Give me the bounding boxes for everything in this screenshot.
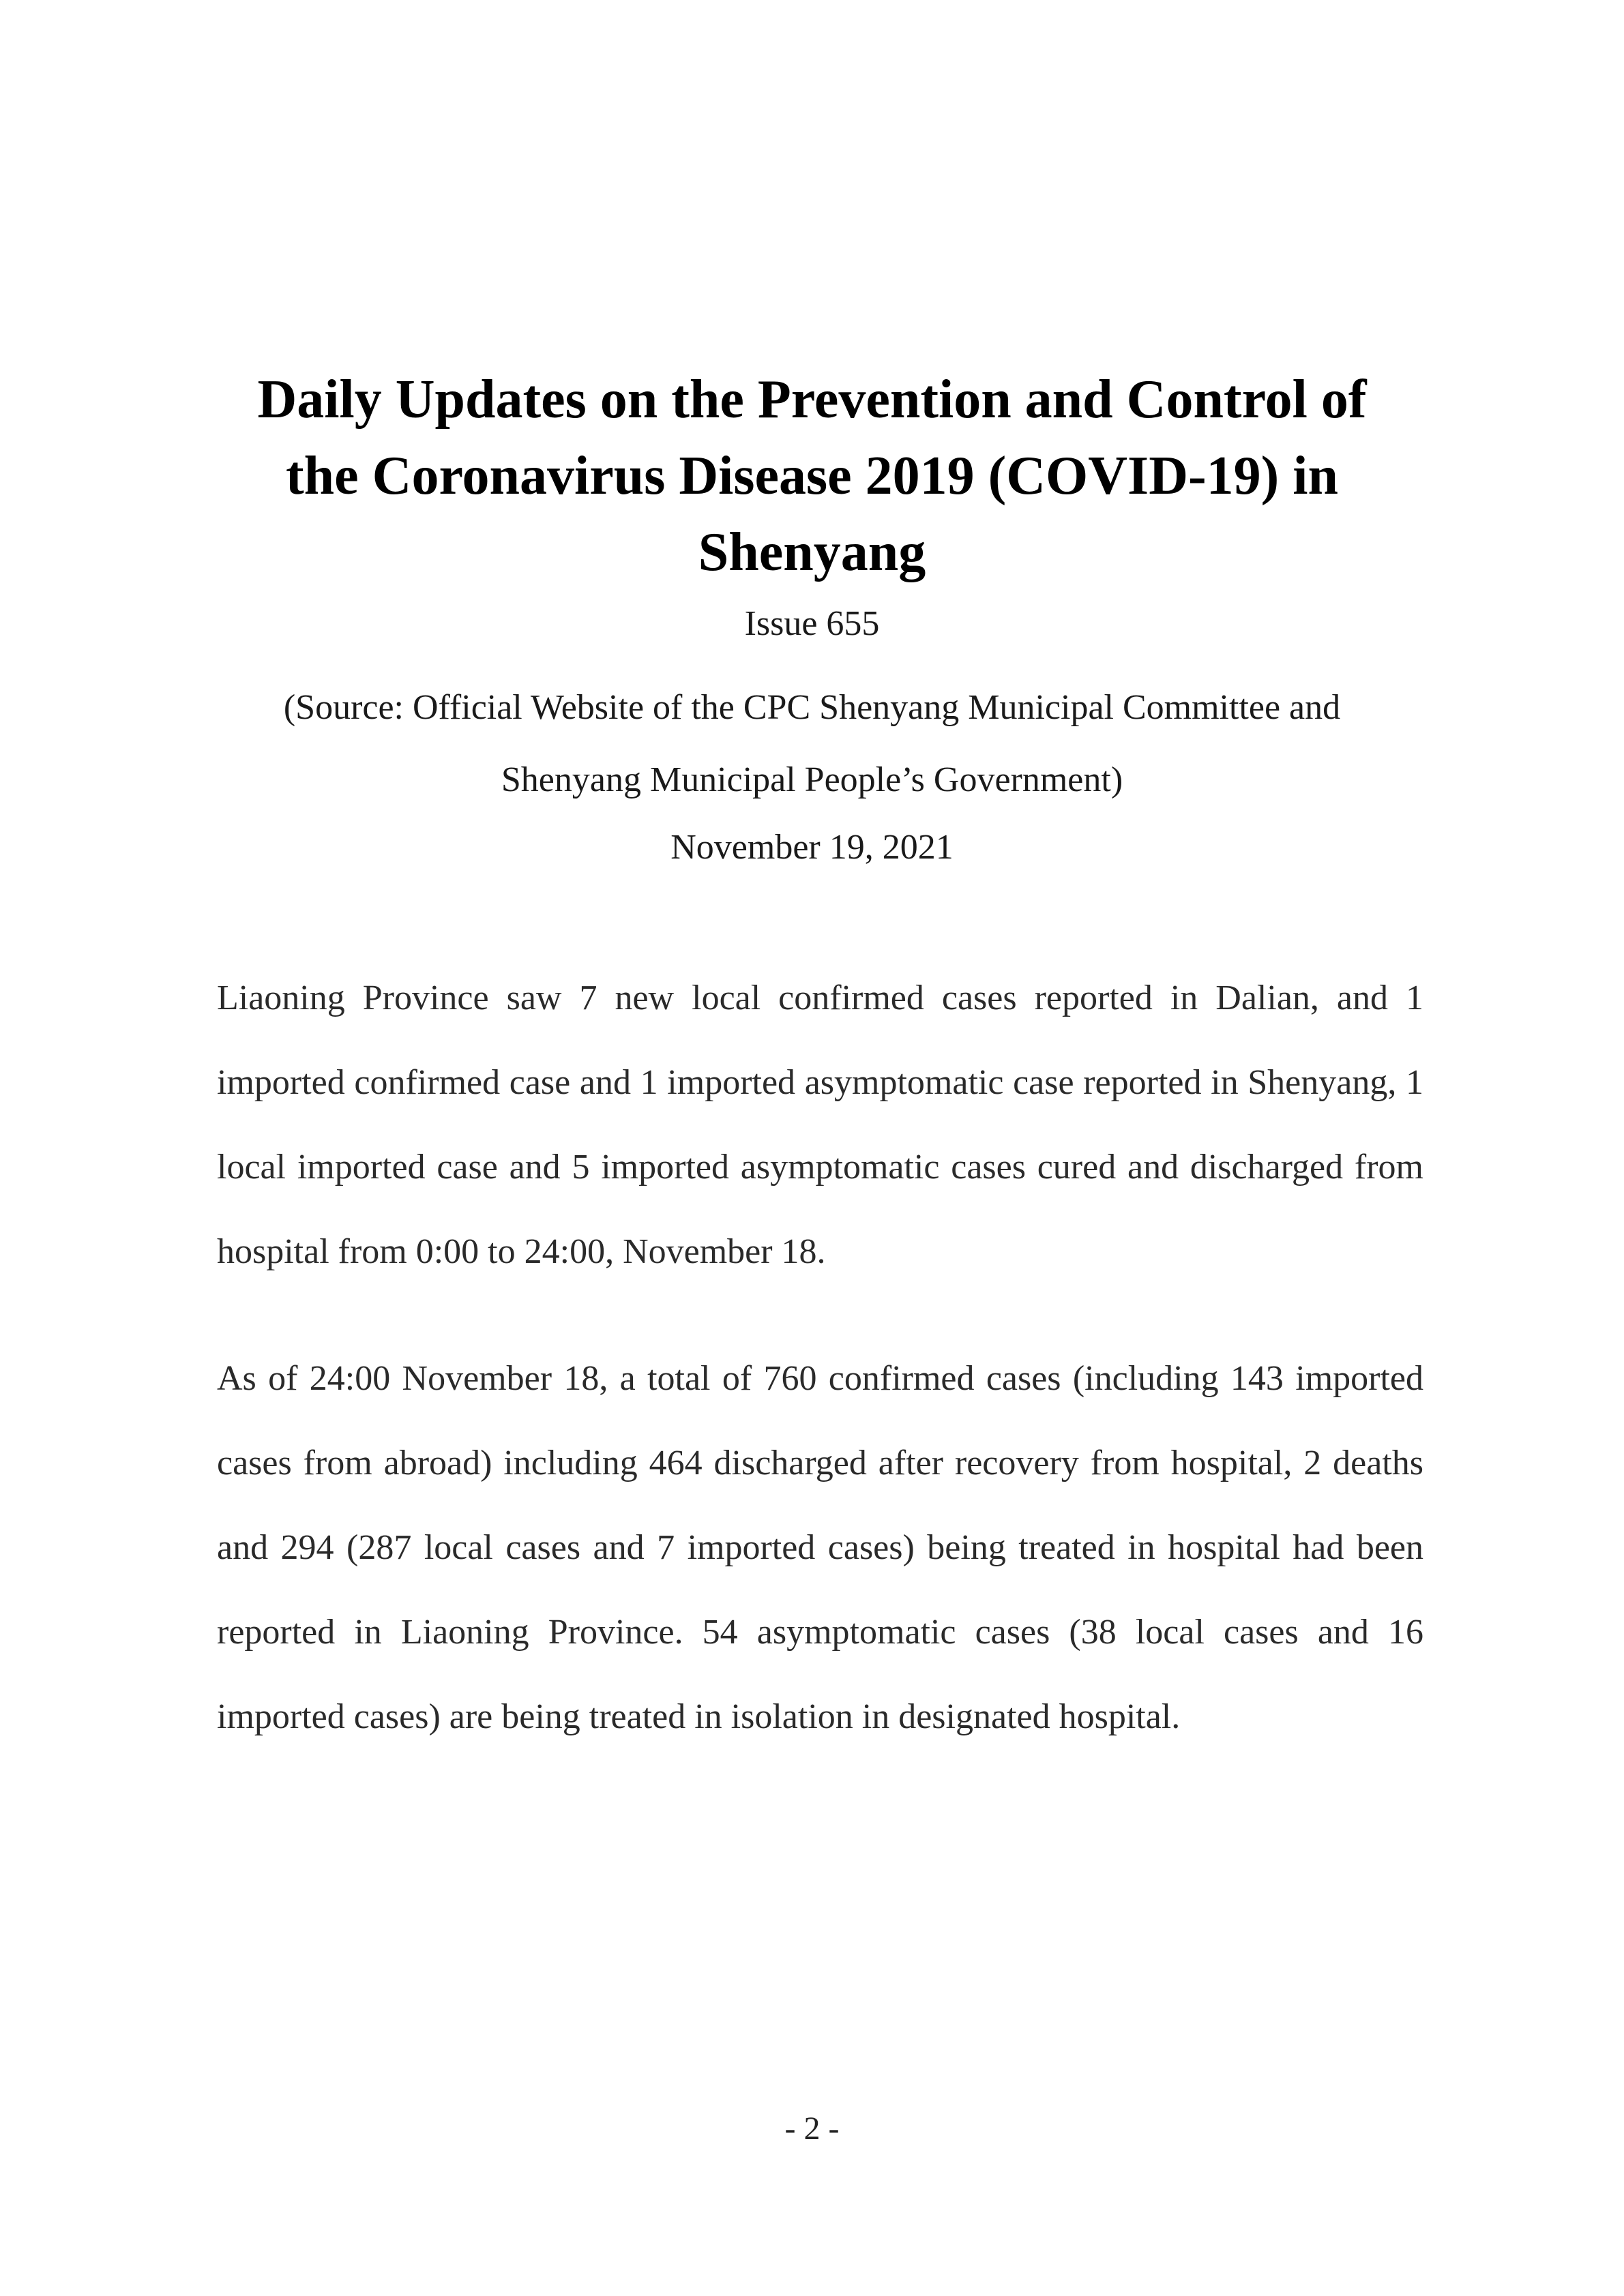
page-number: - 2 -: [784, 2111, 840, 2147]
document-title: Daily Updates on the Prevention and Control of the Coronavirus Disease 2019 (COVID-19) in Shenyang: [257, 370, 1367, 582]
paragraph-cumulative-cases: As of 24:00 November 18, a total of 760 confirmed cases (including 143 imported cases from abroad) including 464 discharged after recovery from hospital, 2 deaths and 294 (287 local cases and 7 imported cases) being treated in hospital had been reported in Liaoning Province. 54 asymptomatic cases (38 local cases and 16 imported cases) are being treated in isolation in designated hospital.: [217, 1359, 1423, 1736]
publication-date: November 19, 2021: [670, 828, 954, 867]
issue-number: Issue 655: [744, 604, 880, 643]
source-line: (Source: Official Website of the CPC Shenyang Municipal Committee and Shenyang Municipal People’s Government): [283, 688, 1341, 799]
paragraph-daily-cases: Liaoning Province saw 7 new local confirmed cases reported in Dalian, and 1 imported confirmed case and 1 imported asymptomatic case reported in Shenyang, 1 local imported case and 5 imported asymptomatic cases cured and discharged from hospital from 0:00 to 24:00, November 18.: [217, 979, 1423, 1271]
